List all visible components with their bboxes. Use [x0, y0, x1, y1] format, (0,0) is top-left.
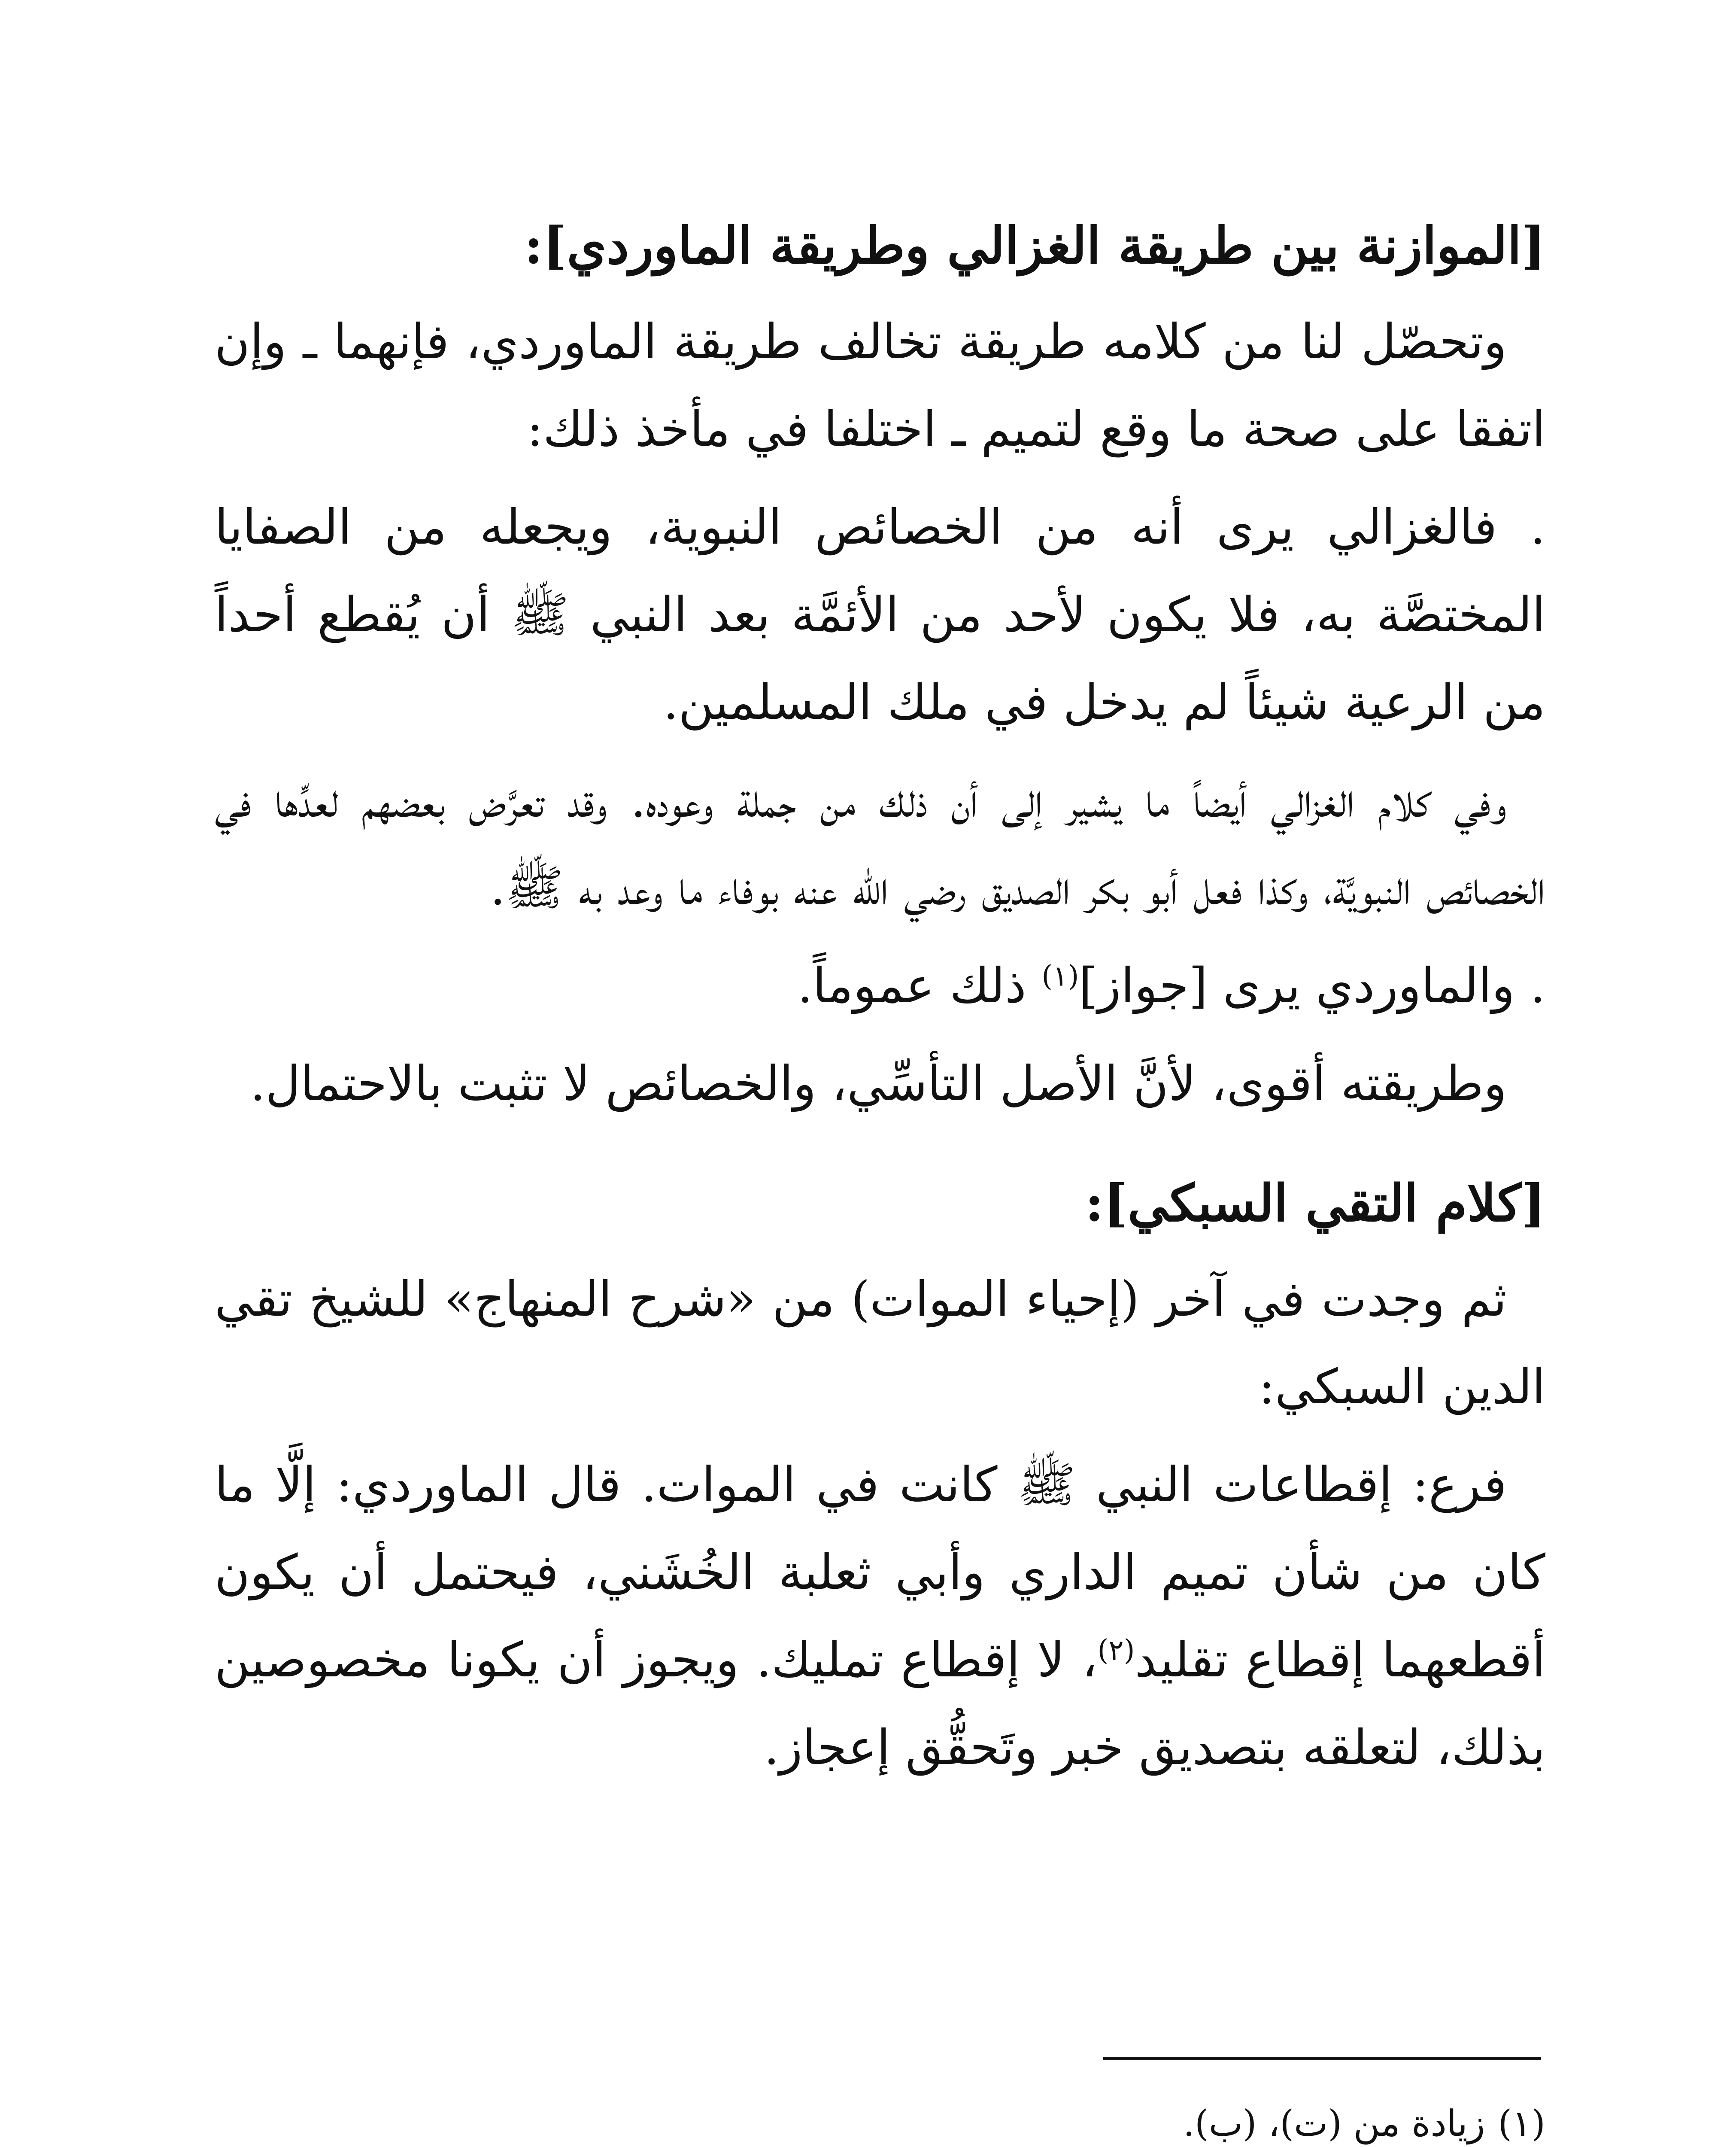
main-text: [215, 202, 1545, 1802]
section-heading-comparison: [الموازنة بين طريقة الغزالي وطريقة الماوردي]:: [524, 216, 1545, 275]
paragraph-text: . والماوردي يرى [جواز]: [1079, 958, 1545, 1014]
section-heading-subki: [كلام التقي السبكي]:: [1085, 1173, 1545, 1233]
paragraph-quote: [215, 1441, 1545, 1791]
footnotes: [215, 2091, 1545, 2147]
footnote-number: (١): [1498, 2102, 1545, 2144]
paragraph: وطريقته أقوى، لأنَّ الأصل التأسِّي، والخصائص لا تثبت بالاحتمال.: [250, 1056, 1507, 1112]
footnote-divider: [1103, 2057, 1541, 2060]
footnote-text: زيادة من (ت)، (ب).: [1183, 2102, 1485, 2144]
paragraph-text: فرع: إقطاعات النبي ﷺ كانت في الموات. قال الماوردي: إلَّا ما كان من شأن تميم الداري وأبي ثعلبة الخُشَني، فيحتمل أن يكون أقطعهما إقطاع تقليد: [215, 1457, 1546, 1688]
paragraph: ثم وجدت في آخر (إحياء الموات) من «شرح المنهاج» للشيخ تقي الدين السبكي:: [215, 1271, 1545, 1415]
paragraph-mawardi: [215, 942, 1545, 1030]
footnote-reference: (١): [1041, 959, 1079, 993]
paragraph-text: ، لا إقطاع تمليك. ويجوز أن يكونا مخصوصين بذلك، لتعلقه بتصديق خبر وتَحقُّق إعجاز.: [215, 1632, 1545, 1776]
paragraph: وفي كلام الغزالي أيضاً ما يشير إلى أن ذلك من جملة وعوده. وقد تعرَّض بعضهم لعدِّها في الخصائص النبويَّة، وكذا فعل أبو بكر الصديق رضي الله عنه بوفاء ما وعد به ﷺ.: [215, 772, 1545, 916]
paragraph-text: ذلك عموماً.: [797, 958, 1042, 1014]
footnote-reference: (٢): [1097, 1633, 1135, 1667]
section-gap: [215, 1138, 1545, 1159]
footnote-item: [215, 2091, 1545, 2147]
paragraph: . فالغزالي يرى أنه من الخصائص النبوية، ويجعله من الصفايا المختصَّة به، فلا يكون لأحد من الأئمَّة بعد النبي ﷺ أن يُقطع أحداً من الرعية شيئاً لم يدخل في ملك المسلمين.: [215, 499, 1545, 730]
paragraph: وتحصّل لنا من كلامه طريقة تخالف طريقة الماوردي، فإنهما ـ وإن اتفقا على صحة ما وقع لتميم ـ اختلفا في مأخذ ذلك:: [215, 314, 1545, 457]
